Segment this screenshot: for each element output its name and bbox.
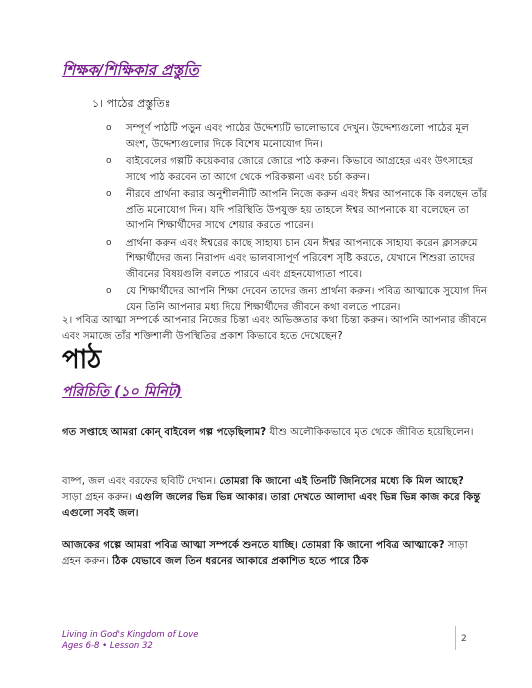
bullet-marker: o [106, 156, 112, 166]
intro-question-answer: যীশু অলৌকিকভাবে মৃত থেকে জীবিত হয়েছিলেন। [266, 427, 474, 438]
prep-bullet-item [106, 154, 488, 185]
footer-title: Living in God's Kingdom of Love [62, 630, 199, 640]
teacher-prep-heading: শিক্ষক/শিক্ষিকার প্রস্তুতি [62, 61, 199, 79]
prep-bullet-item [106, 284, 488, 315]
prep-bullet-item [106, 236, 488, 283]
water-forms-response-note: সাড়া গ্রহন করুন। [62, 492, 136, 503]
prep-bullet-item [106, 121, 488, 152]
water-forms-explanation: এগুলি জলের ভিন্ন ভিন্ন আকার। তারা দেখতে আলাদা এবং ভিন্ন ভিন্ন কাজ করে কিন্তু এগুলো সবই জল। [62, 492, 481, 519]
bullet-marker: o [106, 123, 112, 133]
bullet-marker: o [106, 237, 112, 248]
bullet-marker: o [106, 189, 112, 199]
prep-bullet-text: নীরবে প্রার্থনা করার অনুশীলনীটি আপনি নিজে করুন এবং ঈশ্বর আপনাকে কি বলছেন তাঁর প্রতি মনোযোগ দিন। যদি পরিস্থিতি উপযুক্ত হয় তাহলে ঈশ্বর আপনাকে যা বলেছেন তা আপনি শিক্ষার্থীদের সাথে শেয়ার করতে পারেন। [126, 189, 488, 231]
prep-bullet-text: যে শিক্ষার্থীদের আপনি শিক্ষা দেবেন তাদের জন্য প্রার্থনা করুন। পবিত্র আত্মাকে সুযোগ দিন যেন তিনি আপনার মধ্য দিয়ে শিক্ষার্থীদের জীবনে কথা বলতে পারেন। [126, 286, 488, 313]
intro-question-paragraph [62, 425, 482, 441]
prep-bullet-text: প্রার্থনা করুন এবং ঈশ্বরের কাছে সাহায্য চান যেন ঈশ্বর আপনাকে সাহায্য করেন ক্লাসরুমে শিক্ষার্থীদের জন্য নিরাপদ এবং ভালবাসাপূর্ণ পরিবেশ সৃষ্টি করতে, যেখানে শিশুরা তাদের জীবনের বিষয়গুলি বলতে পারবে এবং গ্রহনযোগ্যতা পাবে। [126, 237, 478, 280]
prep-bullet-text: সম্পূর্ণ পাঠটি পড়ুন এবং পাঠের উদ্দেশ্যটি ভালোভাবে দেখুন। উদ্দেশ্যগুলো পাঠের মূল অংশ, উদ্দেশ্যগুলোর দিকে বিশেষ মনোযোগ দিন। [126, 123, 469, 150]
water-forms-paragraph [62, 474, 482, 522]
lesson-heading: পাঠ [62, 345, 102, 375]
holy-spirit-response-note: সাড়া গ্রহন করুন। [62, 540, 468, 567]
holy-spirit-question: আজকের গল্পে আমরা পবিত্র আত্মা সম্পর্কে শুনতে যাচ্ছি। তোমরা কি জানো পবিত্র আত্মাকে? [62, 540, 445, 551]
page-footer [62, 630, 198, 652]
water-forms-instruction: বাষ্প, জল এবং বরফের ছবিটি দেখান। [62, 476, 220, 487]
prep-bullet-text: বাইবেলের গল্পটি কয়েকবার জোরে জোরে পাঠ করুন। কিভাবে আগ্রহের এবং উৎসাহের সাথে পাঠ করবেন তা আগে থেকে পরিকল্পনা এবং চর্চা করুন। [126, 156, 473, 183]
footer-lesson-info: Ages 6-8 • Lesson 32 [62, 641, 153, 651]
holy-spirit-paragraph [62, 538, 482, 570]
prep-bullet-item [106, 187, 488, 234]
intro-question-bold: গত সপ্তাহে আমরা কোন্‌ বাইবেল গল্প পড়েছিলাম? [62, 427, 267, 438]
holy-spirit-explanation: ঠিক যেভাবে জল তিন ধরনের আকারে প্রকাশিত হতে পারে ঠিক [112, 556, 369, 567]
lesson-prep-subheading: ১। পাঠের প্রস্তুতিঃ [92, 97, 171, 110]
page-number: 2 [461, 634, 467, 644]
bullet-marker: o [106, 286, 112, 296]
water-forms-question: তোমরা কি জানো এই তিনটি জিনিসের মধ্যে কি মিল আছে? [219, 476, 464, 487]
intro-heading: পরিচিতি (১০ মিনিট) [62, 384, 182, 400]
footer-divider [455, 626, 456, 650]
reflection-paragraph: ২। পবিত্র আত্মা সম্পর্কে আপনার নিজের চিন্তা এবং অভিজ্ঞতার কথা চিন্তা করুন। আপনি আপনার জীবনে এবং সমাজে তাঁর শক্তিশালী উপস্থিতির প্রকাশ কিভাবে হতে দেখেছেন? [62, 315, 487, 342]
prep-bullet-list [106, 121, 488, 317]
